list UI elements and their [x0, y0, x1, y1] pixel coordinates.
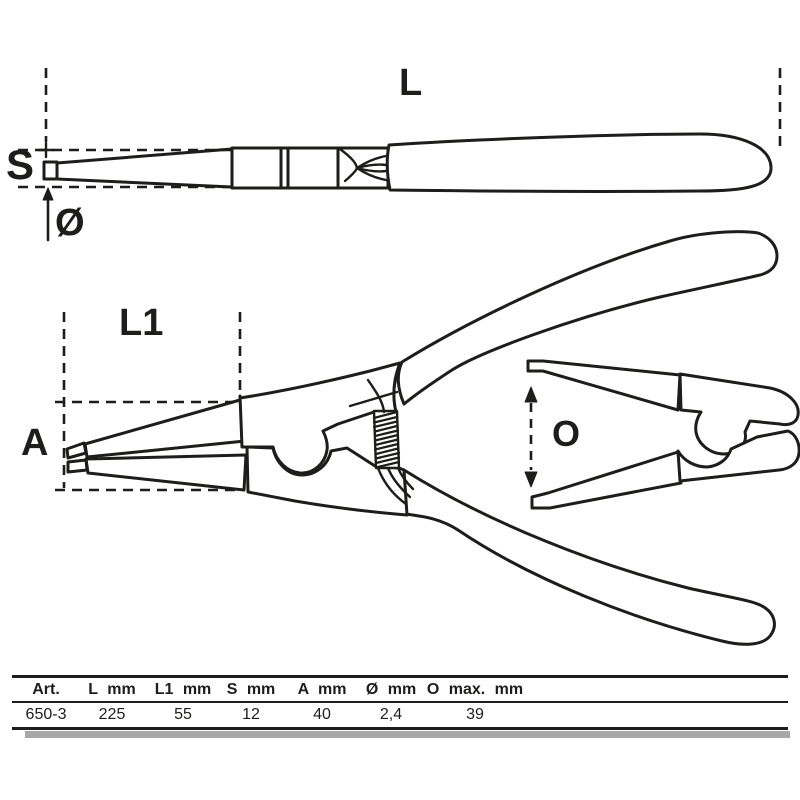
table-header-a: A mm	[297, 681, 347, 698]
table-shadow	[25, 731, 790, 738]
diameter-arrow-icon	[43, 188, 53, 240]
label-overall-length: L	[399, 62, 423, 104]
label-tip-width: S	[6, 141, 35, 188]
table-rule-header	[12, 701, 788, 703]
table-header-l1: L1 mm	[154, 681, 212, 698]
side-handle	[387, 134, 771, 191]
table-value-a: 40	[313, 706, 331, 723]
table-header-dia: Ø mm	[365, 681, 417, 698]
side-tip	[44, 162, 57, 179]
label-jaw-length: L1	[119, 302, 164, 344]
table-value-art: 650-3	[25, 706, 67, 723]
table-header-s: S mm	[226, 681, 276, 698]
label-tip-diameter: Ø	[55, 202, 85, 244]
lower-jaw	[86, 455, 246, 490]
opening-arrow-icon	[525, 387, 537, 487]
table-value-l1: 55	[174, 706, 192, 723]
table-value-l: 225	[98, 706, 126, 723]
table-header-art: Art.	[32, 681, 60, 698]
upper-jaw	[85, 400, 245, 457]
table-value-o-max: 39	[466, 706, 484, 723]
label-head-height: A	[21, 422, 49, 464]
upper-jaw-tip	[67, 443, 86, 458]
table-value-dia: 2,4	[379, 706, 403, 723]
table-header-o-max: O max. mm	[426, 681, 524, 698]
plus-mark	[39, 143, 53, 157]
coil-spring	[374, 411, 399, 468]
table-value-s: 12	[242, 706, 260, 723]
inset-lower-jaw	[532, 452, 681, 508]
table-header-l: L mm	[88, 681, 136, 698]
table-rule-bottom	[12, 727, 788, 730]
lower-jaw-tip	[68, 460, 87, 472]
inset-upper-jaw	[528, 361, 680, 410]
table-rule-top	[12, 675, 788, 678]
main-view	[55, 232, 777, 645]
side-joint-body	[232, 148, 388, 188]
label-opening: O	[552, 413, 581, 454]
